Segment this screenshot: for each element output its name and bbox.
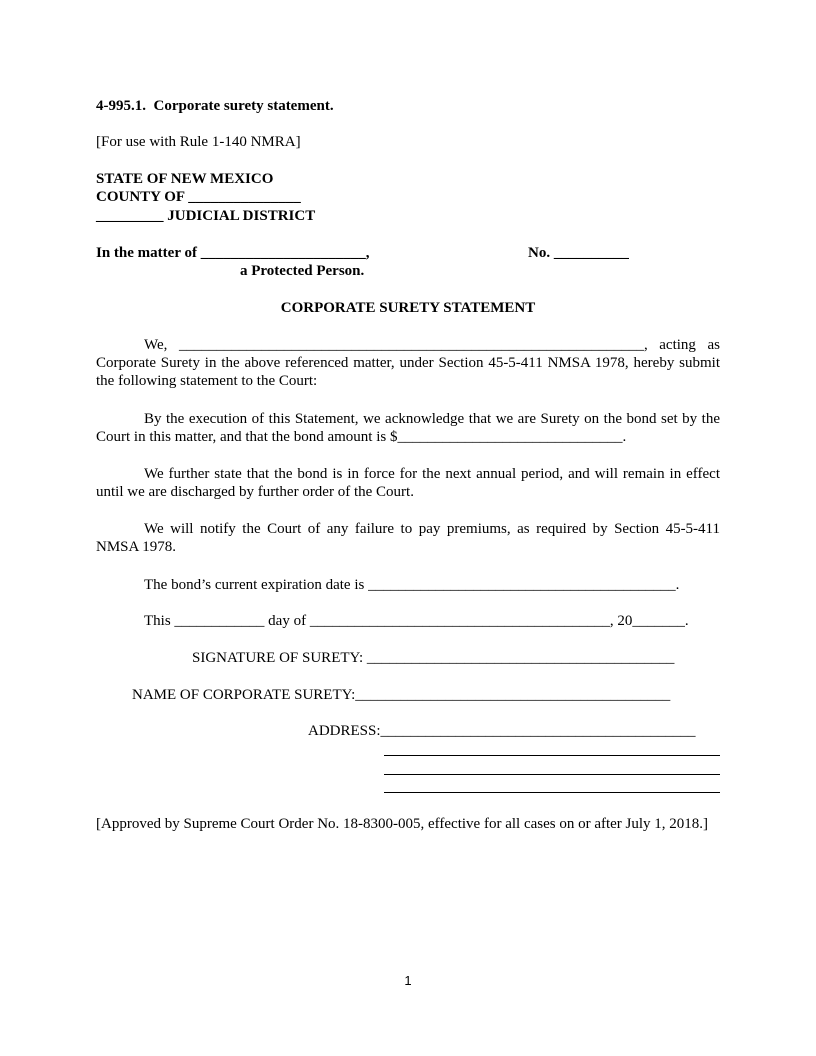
- judicial-district-line: _________ JUDICIAL DISTRICT: [96, 208, 316, 224]
- approval-note: [Approved by Supreme Court Order No. 18-8300-005, effective for all cases on or after July 1, 2018.]: [96, 816, 709, 832]
- rule-title: 4-995.1. Corporate surety statement.: [96, 98, 334, 114]
- case-number-line: No. __________: [528, 245, 629, 261]
- page-number: 1: [404, 973, 412, 988]
- address-blank-line: [384, 792, 720, 793]
- acknowledgment-paragraph: By the execution of this Statement, we acknowledge that we are Surety on the bond set by the Court in this matter, and that the bond amount is $______________________________.: [96, 411, 720, 445]
- matter-line: In the matter of ______________________,: [96, 245, 370, 261]
- address-blank-line: [384, 755, 720, 756]
- date-line: This ____________ day of ________________________________________, 20_______.: [144, 613, 689, 629]
- protected-person-line: a Protected Person.: [240, 263, 365, 279]
- notify-court-paragraph: We will notify the Court of any failure to pay premiums, as required by Section 45-5-411 NMSA 1978.: [96, 521, 720, 555]
- name-of-corporate-surety-line: NAME OF CORPORATE SURETY:__________________________________________: [132, 687, 671, 703]
- use-note: [For use with Rule 1-140 NMRA]: [96, 134, 301, 150]
- form-title: CORPORATE SURETY STATEMENT: [280, 300, 536, 316]
- address-line: ADDRESS:__________________________________________: [308, 723, 696, 739]
- bond-in-force-paragraph: We further state that the bond is in force for the next annual period, and will remain in effect until we are discharged by further order of the Court.: [96, 466, 720, 500]
- expiration-date-line: The bond’s current expiration date is _________________________________________.: [144, 577, 680, 593]
- state-line: STATE OF NEW MEXICO: [96, 171, 274, 187]
- county-line: COUNTY OF _______________: [96, 189, 301, 205]
- signature-of-surety-line: SIGNATURE OF SURETY: _________________________________________: [192, 650, 675, 666]
- address-blank-line: [384, 774, 720, 775]
- surety-intro-paragraph: We, ______________________________________________________________, acting as Corporate Surety in the above referenced matter, under Section 45-5-411 NMSA 1978, hereby submit the following statement to the Court:: [96, 337, 720, 389]
